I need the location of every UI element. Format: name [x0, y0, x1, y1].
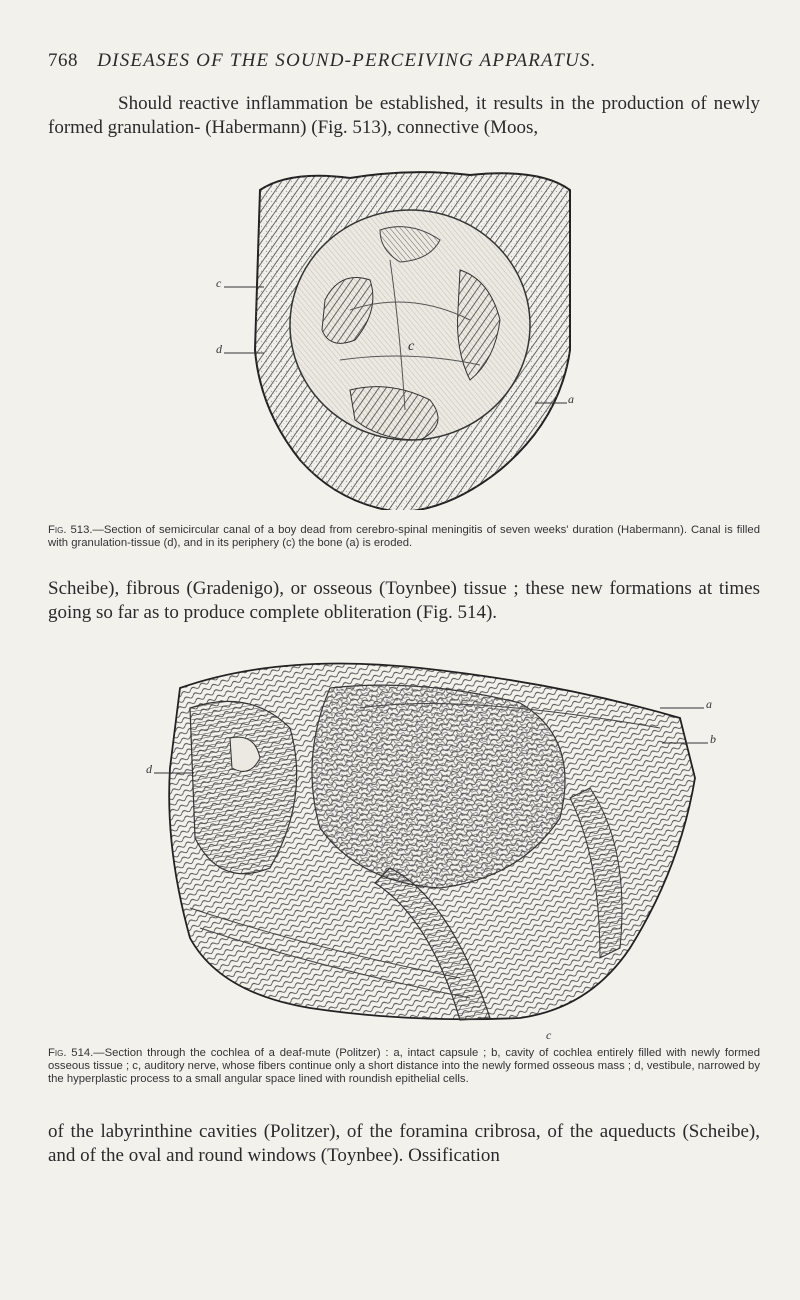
figure-513-leader-d [224, 351, 264, 355]
figure-514-illustration [160, 648, 700, 1028]
figure-513-caption: Fig. 513.—Section of semicircular canal of a boy dead from cerebro-spinal meningitis of seven weeks' duration (Habermann). Canal is filled with granulation-tissue (d), and in its periphery (c) the bone (a) is eroded. [48, 524, 760, 549]
figure-513-label-d: d [216, 342, 222, 356]
paragraph-1: Should reactive inflammation be established, it results in the production of newly formed granulation- (Habermann) (Fig. 513), connective (Moos, [48, 93, 760, 138]
figure-513-label-a: a [568, 392, 574, 406]
running-head [48, 50, 760, 72]
figure-514-label-d: d [146, 762, 152, 776]
paragraph-2: Scheibe), fibrous (Gradenigo), or osseous (Toynbee) tissue ; these new formations at times going so far as to produce complete obliteration (Fig. 514). [48, 578, 760, 623]
figure-513-illustration [230, 150, 590, 510]
figure-514-caption: Fig. 514.—Section through the cochlea of a deaf-mute (Politzer) : a, intact capsule ; b, cavity of cochlea entirely filled with newly formed osseous tissue ; c, auditory nerve, whose fibers continue only a short distance into the newly formed osseous mass ; d, vestibule, narrowed by the hyperplastic process to a small angular space lined with roundish epithelial cells. [48, 1047, 760, 1085]
figure-513-label-c: c [216, 276, 222, 290]
page-number: 768 [48, 50, 78, 71]
figure-513-leader-c [224, 285, 264, 289]
figure-514-label-c: c [546, 1028, 552, 1042]
figure-513-label-c-center: c [408, 339, 415, 354]
paragraph-3: of the labyrinthine cavities (Politzer), of the foramina cribrosa, of the aqueducts (Scheibe), and of the oval and round windows (Toynbee). Ossification [48, 1121, 760, 1166]
figure-514-leader-a [660, 706, 704, 710]
figure-514-label-a: a [706, 697, 712, 711]
figure-514-leader-d [154, 771, 194, 775]
figure-513-leader-a [535, 401, 567, 405]
figure-514-label-b: b [710, 732, 716, 746]
figure-514-leader-b [662, 741, 708, 745]
chapter-title: DISEASES OF THE SOUND-PERCEIVING APPARATUS. [97, 50, 597, 71]
